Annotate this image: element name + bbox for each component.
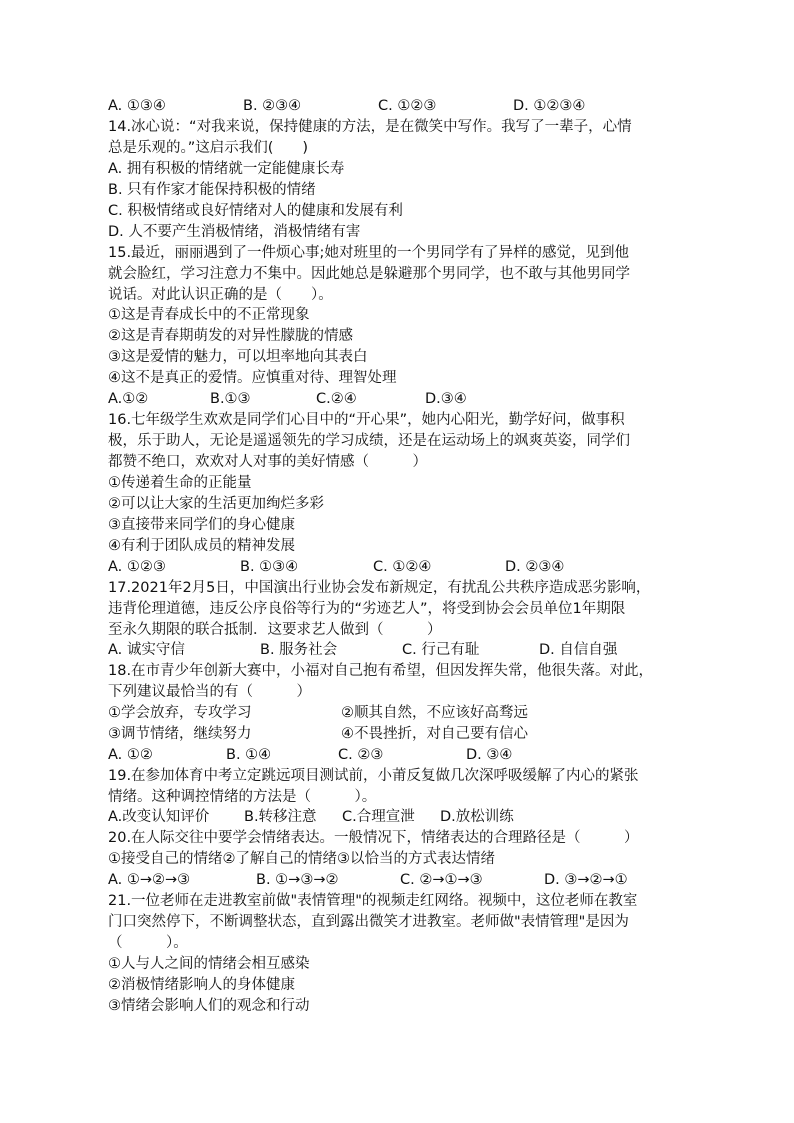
q13-option-c: C. ①②③ [378, 98, 437, 114]
q19-options [108, 807, 548, 827]
q16-options [108, 557, 608, 577]
q15-stem-line-3: 说话。对此认识正确的是（ ）。 [108, 287, 333, 303]
q18-stem-line-1: 18.在市青少年创新大赛中，小福对自己抱有希望，但因发挥失常，他很失落。对此， [108, 663, 654, 679]
q18-item-4: ④不畏挫折，对自己要有信心 [341, 726, 528, 742]
q15-stem-line-2: 就会脸红，学习注意力不集中。因此她总是躲避那个男同学，也不敢与其他男同学 [108, 266, 630, 282]
q15-stem-line-1: 15.最近，丽丽遇到了一件烦心事;她对班里的一个男同学有了异样的感觉，见到他 [108, 245, 629, 261]
q21-item-2: ②消极情绪影响人的身体健康 [108, 977, 295, 993]
q15-options [108, 389, 508, 409]
q19-option-a: A.改变认知评价 [108, 809, 210, 825]
q14-option-a: A. 拥有积极的情绪就一定能健康长寿 [108, 161, 345, 177]
q19-option-d: D.放松训练 [440, 809, 514, 825]
q15-option-b: B.①③ [210, 391, 251, 407]
q20-option-d: D. ③→②→① [544, 872, 628, 888]
q14-option-b: B. 只有作家才能保持积极的情绪 [108, 182, 316, 198]
q21-stem-line-3: （ ）。 [108, 935, 188, 951]
q19-stem-line-2: 情绪。这种调控情绪的方法是（ ）。 [108, 789, 377, 805]
q18-item-1: ①学会放弃，专攻学习 [108, 705, 252, 721]
q18-option-b: B. ①④ [226, 747, 272, 763]
q20-option-c: C. ②→①→③ [400, 872, 483, 888]
q14-stem-line-2: 总是乐观的。”这启示我们( ) [108, 140, 309, 156]
q15-option-c: C.②④ [316, 391, 357, 407]
q15-item-4: ④这不是真正的爱情。应慎重对待、理智处理 [108, 370, 397, 386]
q21-stem-line-2: 门口突然停下，不断调整状态，直到露出微笑才进教室。老师做"表情管理"是因为 [108, 914, 629, 930]
q16-item-1: ①传递着生命的正能量 [108, 475, 252, 491]
q13-options [108, 96, 628, 116]
q16-option-c: C. ①②④ [373, 559, 432, 575]
q14-option-d: D. 人不要产生消极情绪，消极情绪有害 [108, 224, 361, 240]
q18-items-row-1 [108, 703, 568, 723]
q15-item-2: ②这是青春期萌发的对异性朦胧的情感 [108, 328, 353, 344]
q16-stem-line-2: 极，乐于助人，无论是遥遥领先的学习成绩，还是在运动场上的飒爽英姿，同学们 [108, 433, 630, 449]
q17-option-d: D. 自信自强 [539, 642, 618, 658]
q17-option-b: B. 服务社会 [260, 642, 338, 658]
q18-item-3: ③调节情绪，继续努力 [108, 726, 252, 742]
q20-option-a: A. ①→②→③ [108, 872, 191, 888]
q20-option-b: B. ①→③→② [256, 872, 339, 888]
q19-option-b: B.转移注意 [244, 809, 317, 825]
q18-option-d: D. ③④ [466, 747, 513, 763]
q19-option-c: C.合理宣泄 [342, 809, 415, 825]
q16-item-2: ②可以让大家的生活更加绚烂多彩 [108, 496, 324, 512]
q21-stem-line-1: 21.一位老师在走进教室前做"表情管理"的视频走红网络。视频中，这位老师在教室 [108, 893, 638, 909]
q16-item-4: ④有利于团队成员的精神发展 [108, 538, 295, 554]
q17-option-c: C. 行己有耻 [402, 642, 480, 658]
q16-option-b: B. ①③④ [240, 559, 299, 575]
q21-item-1: ①人与人之间的情绪会相互感染 [108, 956, 310, 972]
q17-options [108, 640, 648, 660]
q17-stem-line-2: 违背伦理道德，违反公序良俗等行为的“劣迹艺人”，将受到协会会员单位1年期限 [108, 601, 626, 617]
q17-stem-line-1: 17.2021年2月5日，中国演出行业协会发布新规定，有扰乱公共秩序造成恶劣影响， [108, 580, 651, 596]
q17-option-a: A. 诚实守信 [108, 642, 185, 658]
q17-stem-line-3: 至永久期限的联合抵制．这要求艺人做到（ ） [108, 622, 442, 638]
q16-item-3: ③直接带来同学们的身心健康 [108, 517, 295, 533]
q18-options [108, 745, 548, 765]
q15-option-d: D.③④ [425, 391, 467, 407]
q14-stem-line-1: 14.冰心说：“对我来说，保持健康的方法，是在微笑中写作。我写了一辈子，心情 [108, 119, 632, 135]
q20-stem-line-2: ①接受自己的情绪②了解自己的情绪③以恰当的方式表达情绪 [108, 851, 495, 867]
q16-stem-line-1: 16.七年级学生欢欢是同学们心目中的“开心果”，她内心阳光，勤学好问，做事积 [108, 412, 625, 428]
q18-item-2: ②顺其自然，不应该好高骛远 [341, 705, 528, 721]
q18-items-row-2 [108, 724, 568, 744]
q18-option-c: C. ②③ [338, 747, 384, 763]
q21-item-3: ③情绪会影响人们的观念和行动 [108, 998, 310, 1014]
q18-stem-line-2: 下列建议最恰当的有（ ） [108, 684, 311, 700]
q16-stem-line-3: 都赞不绝口，欢欢对人对事的美好情感（ ） [108, 454, 427, 470]
q15-option-a: A.①② [108, 391, 149, 407]
q20-stem-line-1: 20.在人际交往中要学会情绪表达。一般情况下，情绪表达的合理路径是（ ） [108, 830, 639, 846]
q16-option-d: D. ②③④ [505, 559, 565, 575]
q14-option-c: C. 积极情绪或良好情绪对人的健康和发展有利 [108, 203, 403, 219]
q15-item-3: ③这是爱情的魅力，可以坦率地向其表白 [108, 349, 368, 365]
q20-options [108, 870, 668, 890]
q13-option-b: B. ②③④ [243, 98, 302, 114]
q13-option-a: A. ①③④ [108, 98, 166, 114]
q18-option-a: A. ①② [108, 747, 153, 763]
q16-option-a: A. ①②③ [108, 559, 166, 575]
q15-item-1: ①这是青春成长中的不正常现象 [108, 307, 310, 323]
q19-stem-line-1: 19.在参加体育中考立定跳远项目测试前，小莆反复做几次深呼吸缓解了内心的紧张 [108, 768, 639, 784]
q13-option-d: D. ①②③④ [513, 98, 586, 114]
